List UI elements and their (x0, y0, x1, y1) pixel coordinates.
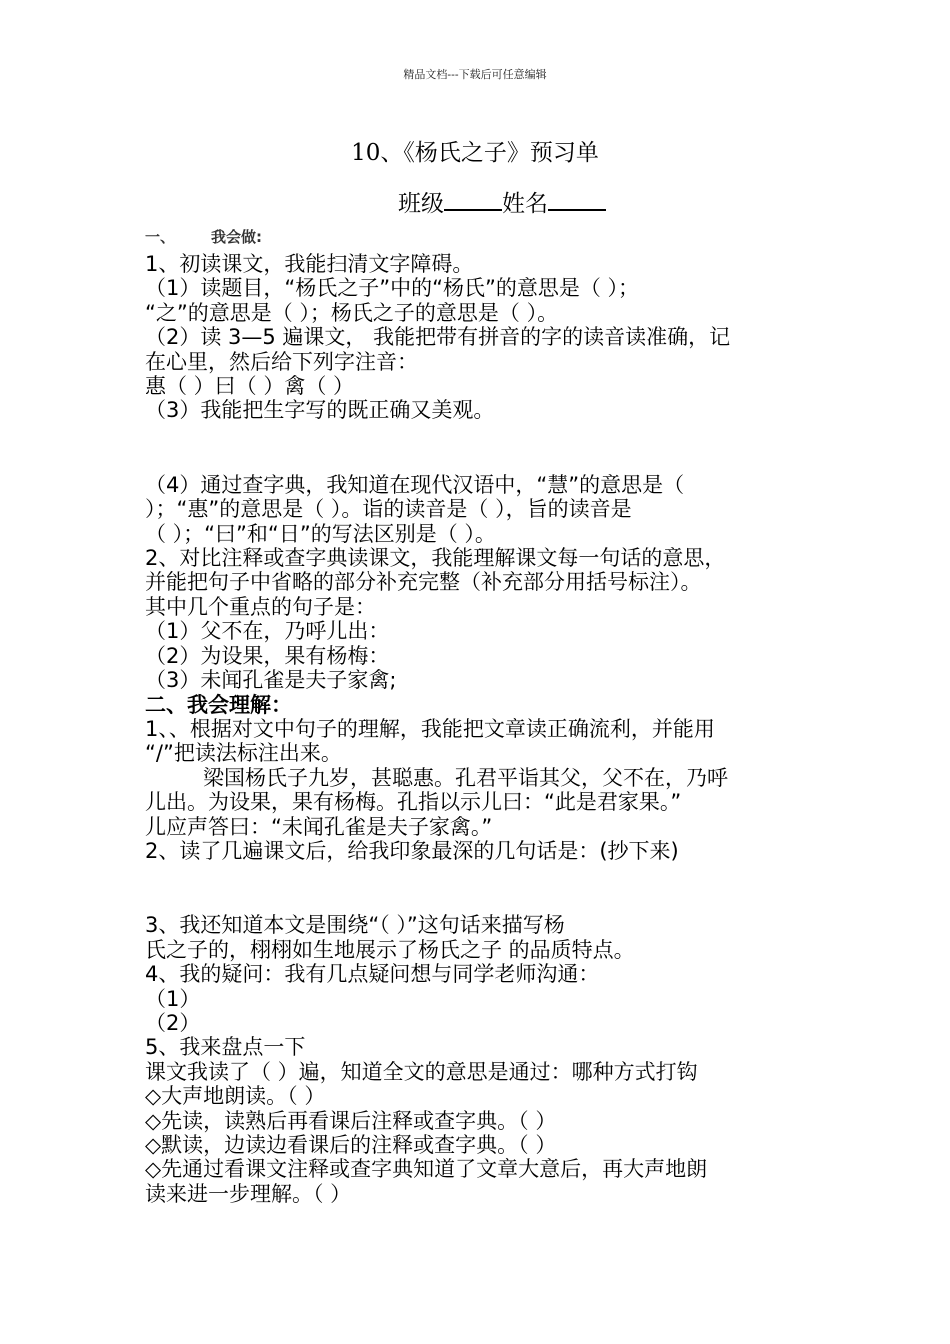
section-2-heading: 二、我会理解： (145, 692, 292, 717)
text-line: （1） (145, 986, 201, 1011)
text-line: “之”的意思是（ ）；杨氏之子的意思是（ ）。 (145, 300, 559, 325)
text-line: 4、我的疑问：我有几点疑问想与同学老师沟通： (145, 962, 600, 987)
text-line: 其中几个重点的句子是： (145, 594, 376, 619)
text-line: 惠（ ）曰（ ）禽（ ） (145, 374, 355, 399)
text-line: 并能把句子中省略的部分补充完整（补充部分用括号标注）。 (145, 570, 702, 595)
name-label: 姓名 (502, 191, 548, 217)
text-line: （3）我能把生字写的既正确又美观。 (145, 398, 495, 423)
worksheet-content (145, 226, 810, 1206)
text-line: （3）未闻孔雀是夫子家禽; (145, 668, 397, 693)
section-2-part-a (145, 717, 810, 863)
text-line: 2、读了几遍课文后，给我印象最深的几句话是：(抄下来) (145, 838, 679, 863)
text-line: 氏之子的，栩栩如生地展示了杨氏之子 的品质特点。 (145, 937, 635, 962)
passage-line: 梁国杨氏子九岁，甚聪惠。孔君平诣其父，父不在，乃呼 (203, 765, 728, 790)
text-line: 读来进一步理解。（ ） (145, 1181, 352, 1206)
text-line: （1）父不在，乃呼儿出： (145, 619, 390, 644)
section-1-heading: 一、 我会做: (145, 228, 263, 246)
text-line: ）；“惠”的意思是（ ）。诣的读音是（ ），旨的读音是 (145, 497, 632, 522)
text-line: 课文我读了（ ）遍，知道全文的意思是通过：哪种方式打钩 (145, 1059, 698, 1084)
section-1-part-b (145, 473, 810, 693)
text-line: 1、、根据对文中句子的理解，我能把文章读正确流利，并能用 (145, 716, 715, 741)
text-line: （1）读题目，“杨氏之子”中的“杨氏”的意思是（ ）； (145, 276, 640, 301)
checkbox-option[interactable]: ◇大声地朗读。（ ） (145, 1084, 326, 1109)
writing-space[interactable] (145, 863, 810, 913)
checkbox-option[interactable]: ◇先通过看课文注释或查字典知道了文章大意后，再大声地朗 (145, 1157, 708, 1182)
writing-space[interactable] (145, 423, 810, 473)
text-line: （2） (145, 1010, 201, 1035)
text-line: 在心里，然后给下列字注音： (145, 349, 418, 374)
page-title: 10、《杨氏之子》预习单 (351, 140, 599, 166)
page-header: 精品文档---下载后可任意编辑 (403, 68, 547, 81)
checkbox-option[interactable]: ◇默读，边读边看课后的注释或查字典。（ ） (145, 1133, 557, 1157)
text-line: （2）为设果，果有杨梅： (145, 643, 390, 668)
text-line: 1、初读课文，我能扫清文字障碍。 (145, 252, 474, 276)
text-line: 2、对比注释或查字典读课文，我能理解课文每一句话的意思， (145, 546, 726, 571)
class-blank[interactable] (444, 187, 502, 211)
text-line: 3、我还知道本文是围绕“（ ）”这句话来描写杨 (145, 913, 565, 938)
text-line: 5、我来盘点一下 (145, 1035, 306, 1060)
name-blank[interactable] (548, 187, 606, 211)
section-1-part-a (145, 252, 810, 423)
text-line: 儿出。为设果，果有杨梅。孔指以示儿曰：“此是君家果。” (145, 790, 682, 815)
text-line: （4）通过查字典，我知道在现代汉语中，“慧”的意思是（ (145, 472, 685, 497)
text-line: 儿应声答曰：“未闻孔雀是夫子家禽。” (145, 814, 493, 839)
section-2-part-b (145, 913, 810, 1206)
class-label: 班级 (398, 191, 444, 217)
text-line: （ ）；“曰”和“日”的写法区别是（ ）。 (145, 521, 496, 546)
text-line: （2）读 3—5 遍课文， 我能把带有拼音的字的读音读准确，记 (145, 325, 731, 350)
class-name-line (398, 185, 606, 218)
checkbox-option[interactable]: ◇先读，读熟后再看课后注释或查字典。（ ） (145, 1108, 557, 1133)
text-line: “/”把读法标注出来。 (145, 741, 342, 766)
